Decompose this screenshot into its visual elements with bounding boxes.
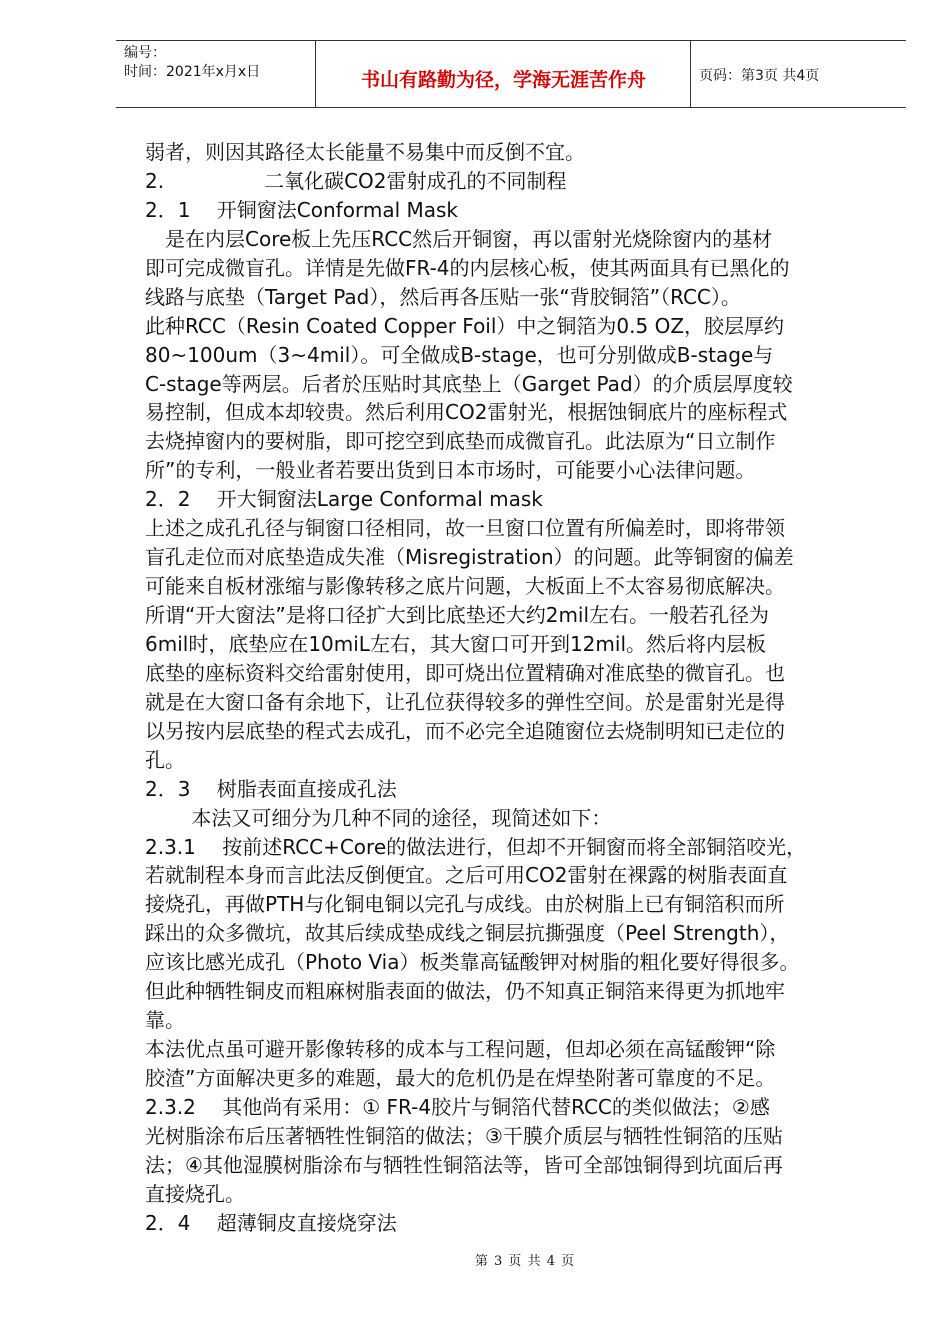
text-line: 底垫的座标资料交给雷射使用，即可烧出位置精确对准底垫的微盲孔。也 [145,660,785,685]
text-line: 所谓“开大窗法”是将口径扩大到比底垫还大约2mil左右。一般若孔径为 [145,603,770,627]
document-time-label: 时间：2021年x月x日 [124,64,261,80]
section-heading: 2．4 超薄铜皮直接烧穿法 [145,1210,397,1235]
header-motto-cell [316,41,691,107]
header-motto: 书山有路勤为径，学海无涯苦作舟 [360,69,646,91]
text-line: 所”的专利，一般业者若要出货到日本市场时，可能要小心法律问题。 [145,458,756,483]
text-line: 本法优点虽可避开影像转移的成本与工程问题，但却必须在高锰酸钾“除 [145,1037,776,1062]
page-footer: 第 3 页 共 4 页 [474,1254,576,1269]
header-page-cell [691,41,906,107]
text-line: 但此种牺牲铜皮而粗麻树脂表面的做法，仍不知真正铜箔来得更为抓地牢 [145,979,785,1004]
text-line: C-stage等两层。后者於压贴时其底垫上（Garget Pad）的介质层厚度较 [145,371,793,396]
text-line: 2.3.2 其他尚有采用：① FR-4胶片与铜箔代替RCC的类似做法；②感 [145,1094,770,1119]
document-body [145,138,875,1238]
text-line: 以另按内层底垫的程式去成孔，而不必完全追随窗位去烧制明知已走位的 [145,718,785,743]
text-line: 法；④其他湿膜树脂涂布与牺牲性铜箔法等，皆可全部蚀铜得到坑面后再 [145,1152,783,1177]
text-line: 2.3.1 按前述RCC+Core的做法进行，但却不开铜窗而将全部铜箔咬光， [145,834,807,859]
document-number-label: 编号： [124,45,166,61]
text-line: 本法又可细分为几种不同的途径，现简述如下： [145,805,612,830]
text-line: 线路与底垫（Target Pad），然后再各压贴一张“背胶铜箔”（RCC）。 [145,284,741,309]
header-page-code: 页码：第3页 共4页 [699,68,820,84]
text-line: 即可完成微盲孔。详情是先做FR-4的内层核心板，使其两面具有已黑化的 [145,255,790,280]
text-line: 孔。 [145,747,185,772]
text-line: 直接烧孔。 [145,1181,245,1206]
text-line: 此种RCC（Resin Coated Copper Foil）中之铜箔为0.5 OZ，胶层厚约 [145,313,785,338]
text-line: 应该比感光成孔（Photo Via）板类靠高锰酸钾对树脂的粗化要好得很多。 [145,950,800,975]
text-line: 可能来自板材涨缩与影像转移之底片问题，大板面上不太容易彻底解决。 [145,574,785,599]
text-line: 去烧掉窗内的要树脂，即可挖空到底垫而成微盲孔。此法原为“日立制作 [145,429,776,454]
text-line: 光树脂涂布后压著牺牲性铜箔的做法；③干膜介质层与牺牲性铜箔的压贴 [145,1123,783,1148]
section-heading: 2. 二氧化碳CO2雷射成孔的不同制程 [145,168,567,193]
section-heading: 2．3 树脂表面直接成孔法 [145,776,397,801]
text-line: 若就制程本身而言此法反倒便宜。之后可用CO2雷射在裸露的树脂表面直 [145,863,788,888]
header-info-cell [116,41,316,107]
text-line: 踩出的众多微坑，故其后续成垫成线之铜层抗撕强度（Peel Strength）， [145,921,790,946]
text-line: 易控制，但成本却较贵。然后利用CO2雷射光，根据蚀铜底片的座标程式 [145,400,788,425]
text-line: 弱者，则因其路径太长能量不易集中而反倒不宜。 [145,140,585,164]
text-line: 靠。 [145,1008,185,1033]
text-line: 上述之成孔孔径与铜窗口径相同，故一旦窗口位置有所偏差时，即将带领 [145,516,785,541]
text-line: 是在内层Core板上先压RCC然后开铜窗，再以雷射光烧除窗内的基材 [145,226,773,251]
text-line: 盲孔走位而对底垫造成失准（Misregistration）的问题。此等铜窗的偏差 [145,545,794,570]
text-line: 胶渣”方面解决更多的难题，最大的危机仍是在焊垫附著可靠度的不足。 [145,1066,776,1090]
text-line: 就是在大窗口备有余地下，让孔位获得较多的弹性空间。於是雷射光是得 [145,689,785,714]
section-heading: 2．2 开大铜窗法Large Conformal mask [145,487,543,512]
text-line: 接烧孔，再做PTH与化铜电铜以完孔与成线。由於树脂上已有铜箔积而所 [145,892,785,917]
text-line: 6mil时，底垫应在10miL左右，其大窗口可开到12mil。然后将内层板 [145,631,766,656]
section-heading: 2．1 开铜窗法Conformal Mask [145,197,458,222]
header-table [116,40,906,108]
text-line: 80~100um（3~4mil）。可全做成B-stage，也可分别做成B-stage与 [145,342,774,367]
